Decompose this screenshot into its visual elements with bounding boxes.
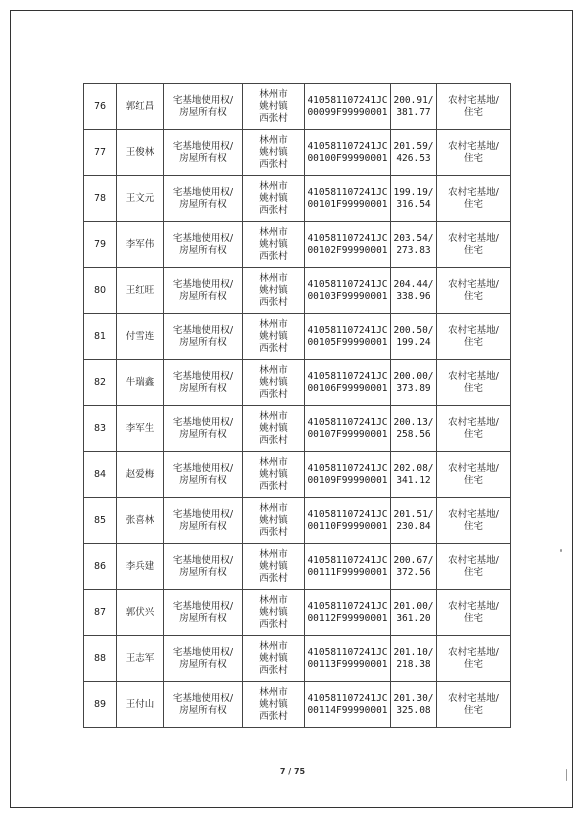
cell-land-use-line: 住宅 xyxy=(463,566,483,578)
cell-location-line: 西张村 xyxy=(259,112,288,124)
cell-unit-code-line: 410581107241JC xyxy=(307,508,388,520)
cell-location xyxy=(243,682,305,728)
cell-land-use-line: 农村宅基地/ xyxy=(448,416,499,428)
cell-unit-code xyxy=(305,636,391,682)
cell-number: 82 xyxy=(84,360,117,406)
cell-owner-name: 王红旺 xyxy=(117,268,164,314)
cell-number: 85 xyxy=(84,498,117,544)
cell-right-type-line: 宅基地使用权/ xyxy=(172,140,234,152)
cell-right-type-line: 宅基地使用权/ xyxy=(172,554,234,566)
cell-area-line: 372.56 xyxy=(396,566,431,578)
cell-right-type-line: 房屋所有权 xyxy=(179,428,227,440)
records-table xyxy=(83,83,511,728)
cell-location-line: 西张村 xyxy=(259,388,288,400)
cell-location-line: 林州市 xyxy=(259,640,288,652)
cell-land-use-line: 住宅 xyxy=(463,244,483,256)
cell-right-type-line: 房屋所有权 xyxy=(179,198,227,210)
cell-area-line: 201.00/ xyxy=(393,600,434,612)
cell-right-type-line: 宅基地使用权/ xyxy=(172,692,234,704)
cell-location-line: 林州市 xyxy=(259,272,288,284)
cell-land-use-line: 农村宅基地/ xyxy=(448,646,499,658)
cell-area-line: 373.89 xyxy=(396,382,431,394)
cell-unit-code-line: 00103F99990001 xyxy=(307,290,388,302)
cell-area-line: 200.50/ xyxy=(393,324,434,336)
cell-land-use-line: 农村宅基地/ xyxy=(448,232,499,244)
cell-number: 76 xyxy=(84,84,117,130)
cell-area-line: 200.91/ xyxy=(393,94,434,106)
cell-unit-code xyxy=(305,176,391,222)
cell-location-line: 西张村 xyxy=(259,204,288,216)
cell-area xyxy=(391,222,437,268)
table-row xyxy=(84,360,511,406)
cell-unit-code xyxy=(305,222,391,268)
cell-area-line: 199.19/ xyxy=(393,186,434,198)
cell-land-use-line: 住宅 xyxy=(463,152,483,164)
cell-location-line: 林州市 xyxy=(259,686,288,698)
cell-land-use-line: 农村宅基地/ xyxy=(448,186,499,198)
cell-owner-name: 李军伟 xyxy=(117,222,164,268)
cell-number: 86 xyxy=(84,544,117,590)
cell-area-line: 218.38 xyxy=(396,658,431,670)
cell-right-type-line: 房屋所有权 xyxy=(179,520,227,532)
cell-unit-code-line: 410581107241JC xyxy=(307,278,388,290)
cell-number: 83 xyxy=(84,406,117,452)
cell-owner-name: 王文元 xyxy=(117,176,164,222)
cell-unit-code xyxy=(305,682,391,728)
cell-owner-name: 郭红昌 xyxy=(117,84,164,130)
cell-unit-code xyxy=(305,130,391,176)
cell-land-use xyxy=(437,130,511,176)
cell-area-line: 200.13/ xyxy=(393,416,434,428)
cell-right-type-line: 宅基地使用权/ xyxy=(172,646,234,658)
cell-right-type-line: 宅基地使用权/ xyxy=(172,370,234,382)
cell-land-use-line: 农村宅基地/ xyxy=(448,370,499,382)
cell-area xyxy=(391,498,437,544)
cell-location xyxy=(243,498,305,544)
cell-right-type xyxy=(164,544,243,590)
cell-unit-code-line: 00113F99990001 xyxy=(307,658,388,670)
cell-unit-code-line: 00106F99990001 xyxy=(307,382,388,394)
cell-land-use-line: 住宅 xyxy=(463,704,483,716)
cell-unit-code xyxy=(305,268,391,314)
cell-area-line: 273.83 xyxy=(396,244,431,256)
cell-location-line: 姚村镇 xyxy=(259,606,288,618)
cell-right-type-line: 宅基地使用权/ xyxy=(172,416,234,428)
cell-location-line: 林州市 xyxy=(259,134,288,146)
cell-owner-name: 付雪连 xyxy=(117,314,164,360)
cell-location-line: 姚村镇 xyxy=(259,146,288,158)
cell-land-use-line: 住宅 xyxy=(463,198,483,210)
cell-right-type-line: 宅基地使用权/ xyxy=(172,508,234,520)
cell-land-use xyxy=(437,452,511,498)
cell-area-line: 201.59/ xyxy=(393,140,434,152)
table-row xyxy=(84,176,511,222)
cell-area-line: 202.08/ xyxy=(393,462,434,474)
cell-land-use-line: 农村宅基地/ xyxy=(448,554,499,566)
cell-right-type-line: 房屋所有权 xyxy=(179,152,227,164)
cell-location-line: 姚村镇 xyxy=(259,100,288,112)
cell-unit-code-line: 410581107241JC xyxy=(307,94,388,106)
cell-unit-code-line: 00110F99990001 xyxy=(307,520,388,532)
cell-unit-code xyxy=(305,452,391,498)
cell-unit-code-line: 00114F99990001 xyxy=(307,704,388,716)
cell-number: 87 xyxy=(84,590,117,636)
cell-location xyxy=(243,176,305,222)
cell-area xyxy=(391,406,437,452)
cell-area-line: 341.12 xyxy=(396,474,431,486)
cell-unit-code-line: 00109F99990001 xyxy=(307,474,388,486)
cell-area-line: 200.67/ xyxy=(393,554,434,566)
table-row xyxy=(84,682,511,728)
cell-area-line: 316.54 xyxy=(396,198,431,210)
cell-land-use-line: 农村宅基地/ xyxy=(448,692,499,704)
cell-land-use xyxy=(437,268,511,314)
cell-number: 79 xyxy=(84,222,117,268)
cell-location-line: 林州市 xyxy=(259,456,288,468)
cell-area-line: 426.53 xyxy=(396,152,431,164)
cell-unit-code-line: 00112F99990001 xyxy=(307,612,388,624)
cell-unit-code-line: 00107F99990001 xyxy=(307,428,388,440)
cell-land-use-line: 住宅 xyxy=(463,290,483,302)
cell-right-type-line: 房屋所有权 xyxy=(179,244,227,256)
cell-land-use-line: 住宅 xyxy=(463,336,483,348)
cell-area-line: 201.10/ xyxy=(393,646,434,658)
cell-location-line: 林州市 xyxy=(259,88,288,100)
cell-location-line: 西张村 xyxy=(259,434,288,446)
cell-unit-code xyxy=(305,406,391,452)
table-row xyxy=(84,268,511,314)
table-row xyxy=(84,636,511,682)
cell-right-type xyxy=(164,636,243,682)
cell-location-line: 林州市 xyxy=(259,410,288,422)
cell-location-line: 西张村 xyxy=(259,250,288,262)
cell-unit-code-line: 00100F99990001 xyxy=(307,152,388,164)
cell-right-type-line: 宅基地使用权/ xyxy=(172,94,234,106)
cell-location-line: 姚村镇 xyxy=(259,514,288,526)
cell-right-type-line: 房屋所有权 xyxy=(179,658,227,670)
cell-location-line: 姚村镇 xyxy=(259,560,288,572)
cell-location-line: 西张村 xyxy=(259,526,288,538)
cell-land-use xyxy=(437,84,511,130)
cell-right-type-line: 宅基地使用权/ xyxy=(172,186,234,198)
cell-number: 77 xyxy=(84,130,117,176)
cell-area-line: 338.96 xyxy=(396,290,431,302)
cell-unit-code xyxy=(305,314,391,360)
cell-location xyxy=(243,130,305,176)
cell-right-type xyxy=(164,498,243,544)
cell-land-use-line: 住宅 xyxy=(463,658,483,670)
cell-area-line: 201.30/ xyxy=(393,692,434,704)
cell-land-use-line: 农村宅基地/ xyxy=(448,600,499,612)
cell-location-line: 姚村镇 xyxy=(259,330,288,342)
cell-unit-code-line: 410581107241JC xyxy=(307,462,388,474)
table-row xyxy=(84,544,511,590)
cell-area-line: 201.51/ xyxy=(393,508,434,520)
cell-right-type xyxy=(164,682,243,728)
cell-unit-code-line: 410581107241JC xyxy=(307,370,388,382)
table-row xyxy=(84,406,511,452)
cell-land-use xyxy=(437,406,511,452)
table-row xyxy=(84,130,511,176)
cell-location xyxy=(243,360,305,406)
cell-area xyxy=(391,544,437,590)
cell-location-line: 姚村镇 xyxy=(259,376,288,388)
cell-right-type-line: 房屋所有权 xyxy=(179,382,227,394)
cell-land-use-line: 农村宅基地/ xyxy=(448,462,499,474)
cell-number: 88 xyxy=(84,636,117,682)
cell-number: 78 xyxy=(84,176,117,222)
cell-unit-code-line: 00105F99990001 xyxy=(307,336,388,348)
cell-location-line: 西张村 xyxy=(259,664,288,676)
cell-owner-name: 王俊林 xyxy=(117,130,164,176)
cell-unit-code-line: 00099F99990001 xyxy=(307,106,388,118)
cell-location-line: 姚村镇 xyxy=(259,238,288,250)
cell-right-type-line: 宅基地使用权/ xyxy=(172,324,234,336)
cell-area xyxy=(391,636,437,682)
cell-unit-code-line: 410581107241JC xyxy=(307,232,388,244)
cell-owner-name: 牛瑞鑫 xyxy=(117,360,164,406)
records-body xyxy=(84,84,511,728)
cell-location-line: 西张村 xyxy=(259,618,288,630)
cell-location xyxy=(243,222,305,268)
cell-location-line: 姚村镇 xyxy=(259,652,288,664)
cell-unit-code xyxy=(305,590,391,636)
cell-number: 81 xyxy=(84,314,117,360)
cell-right-type-line: 房屋所有权 xyxy=(179,106,227,118)
cell-area xyxy=(391,452,437,498)
cell-unit-code-line: 410581107241JC xyxy=(307,186,388,198)
cell-right-type-line: 房屋所有权 xyxy=(179,704,227,716)
cell-land-use xyxy=(437,498,511,544)
cell-location xyxy=(243,406,305,452)
cell-unit-code xyxy=(305,360,391,406)
cell-number: 84 xyxy=(84,452,117,498)
cell-location-line: 林州市 xyxy=(259,364,288,376)
cell-right-type-line: 房屋所有权 xyxy=(179,566,227,578)
cell-right-type-line: 房屋所有权 xyxy=(179,336,227,348)
cell-owner-name: 郭伏兴 xyxy=(117,590,164,636)
cell-unit-code-line: 410581107241JC xyxy=(307,554,388,566)
cell-right-type xyxy=(164,222,243,268)
cell-location-line: 西张村 xyxy=(259,158,288,170)
cell-unit-code-line: 00102F99990001 xyxy=(307,244,388,256)
cell-location-line: 姚村镇 xyxy=(259,284,288,296)
cell-land-use-line: 住宅 xyxy=(463,520,483,532)
cell-right-type xyxy=(164,84,243,130)
cell-land-use xyxy=(437,176,511,222)
cell-land-use xyxy=(437,636,511,682)
cell-land-use xyxy=(437,544,511,590)
cell-area xyxy=(391,268,437,314)
cell-land-use xyxy=(437,360,511,406)
cell-owner-name: 李兵建 xyxy=(117,544,164,590)
cell-owner-name: 李军生 xyxy=(117,406,164,452)
table-row xyxy=(84,590,511,636)
cell-right-type-line: 宅基地使用权/ xyxy=(172,232,234,244)
cell-unit-code-line: 00111F99990001 xyxy=(307,566,388,578)
cell-unit-code-line: 410581107241JC xyxy=(307,140,388,152)
cell-unit-code xyxy=(305,84,391,130)
cell-land-use-line: 住宅 xyxy=(463,612,483,624)
cell-land-use-line: 农村宅基地/ xyxy=(448,278,499,290)
cell-unit-code-line: 410581107241JC xyxy=(307,600,388,612)
cell-land-use xyxy=(437,590,511,636)
cell-land-use-line: 住宅 xyxy=(463,428,483,440)
cell-location xyxy=(243,636,305,682)
cell-area xyxy=(391,130,437,176)
cell-area xyxy=(391,176,437,222)
cell-location-line: 西张村 xyxy=(259,710,288,722)
cell-area-line: 230.84 xyxy=(396,520,431,532)
cell-location-line: 林州市 xyxy=(259,180,288,192)
cell-location-line: 西张村 xyxy=(259,296,288,308)
cell-location-line: 林州市 xyxy=(259,226,288,238)
cell-right-type-line: 宅基地使用权/ xyxy=(172,462,234,474)
cell-land-use xyxy=(437,314,511,360)
cell-land-use-line: 农村宅基地/ xyxy=(448,324,499,336)
table-row xyxy=(84,314,511,360)
cell-land-use-line: 住宅 xyxy=(463,382,483,394)
cell-location xyxy=(243,268,305,314)
cell-owner-name: 王志军 xyxy=(117,636,164,682)
cell-area-line: 325.08 xyxy=(396,704,431,716)
cell-location-line: 姚村镇 xyxy=(259,422,288,434)
cell-location-line: 林州市 xyxy=(259,502,288,514)
cell-right-type xyxy=(164,176,243,222)
table-row xyxy=(84,452,511,498)
cell-location xyxy=(243,590,305,636)
table-row xyxy=(84,498,511,544)
cell-right-type-line: 宅基地使用权/ xyxy=(172,600,234,612)
cell-location xyxy=(243,84,305,130)
cell-area xyxy=(391,590,437,636)
cell-land-use-line: 农村宅基地/ xyxy=(448,508,499,520)
cell-right-type xyxy=(164,130,243,176)
cell-land-use xyxy=(437,222,511,268)
cell-owner-name: 张喜林 xyxy=(117,498,164,544)
cell-land-use-line: 农村宅基地/ xyxy=(448,94,499,106)
cell-right-type xyxy=(164,406,243,452)
cell-unit-code-line: 410581107241JC xyxy=(307,324,388,336)
cell-location-line: 林州市 xyxy=(259,318,288,330)
cell-area-line: 200.00/ xyxy=(393,370,434,382)
cell-unit-code xyxy=(305,498,391,544)
cell-land-use-line: 住宅 xyxy=(463,474,483,486)
cell-right-type xyxy=(164,452,243,498)
cell-area-line: 381.77 xyxy=(396,106,431,118)
cell-location xyxy=(243,452,305,498)
cell-location-line: 姚村镇 xyxy=(259,698,288,710)
cell-location-line: 林州市 xyxy=(259,594,288,606)
cell-land-use-line: 农村宅基地/ xyxy=(448,140,499,152)
cell-location xyxy=(243,544,305,590)
cell-right-type xyxy=(164,360,243,406)
table-row xyxy=(84,222,511,268)
cell-right-type-line: 房屋所有权 xyxy=(179,474,227,486)
cell-owner-name: 赵爱梅 xyxy=(117,452,164,498)
cell-right-type-line: 房屋所有权 xyxy=(179,290,227,302)
cell-location xyxy=(243,314,305,360)
cell-area-line: 204.44/ xyxy=(393,278,434,290)
cell-unit-code-line: 00101F99990001 xyxy=(307,198,388,210)
cell-area-line: 361.20 xyxy=(396,612,431,624)
cell-location-line: 西张村 xyxy=(259,480,288,492)
cell-area xyxy=(391,360,437,406)
cell-area xyxy=(391,682,437,728)
cell-owner-name: 王付山 xyxy=(117,682,164,728)
cell-land-use xyxy=(437,682,511,728)
cell-location-line: 西张村 xyxy=(259,342,288,354)
cell-unit-code-line: 410581107241JC xyxy=(307,692,388,704)
cell-right-type-line: 房屋所有权 xyxy=(179,612,227,624)
page-number: 7 / 75 xyxy=(279,767,306,776)
cell-area xyxy=(391,314,437,360)
cell-area xyxy=(391,84,437,130)
cell-location-line: 姚村镇 xyxy=(259,192,288,204)
scan-mark xyxy=(560,549,562,552)
cell-area-line: 199.24 xyxy=(396,336,431,348)
cell-area-line: 258.56 xyxy=(396,428,431,440)
table-row xyxy=(84,84,511,130)
cell-location-line: 姚村镇 xyxy=(259,468,288,480)
cell-location-line: 林州市 xyxy=(259,548,288,560)
cell-right-type xyxy=(164,314,243,360)
cell-unit-code xyxy=(305,544,391,590)
cell-right-type xyxy=(164,268,243,314)
cell-location-line: 西张村 xyxy=(259,572,288,584)
cell-area-line: 203.54/ xyxy=(393,232,434,244)
cell-land-use-line: 住宅 xyxy=(463,106,483,118)
cell-unit-code-line: 410581107241JC xyxy=(307,646,388,658)
cell-number: 80 xyxy=(84,268,117,314)
cell-unit-code-line: 410581107241JC xyxy=(307,416,388,428)
cell-right-type-line: 宅基地使用权/ xyxy=(172,278,234,290)
cell-right-type xyxy=(164,590,243,636)
cell-number: 89 xyxy=(84,682,117,728)
